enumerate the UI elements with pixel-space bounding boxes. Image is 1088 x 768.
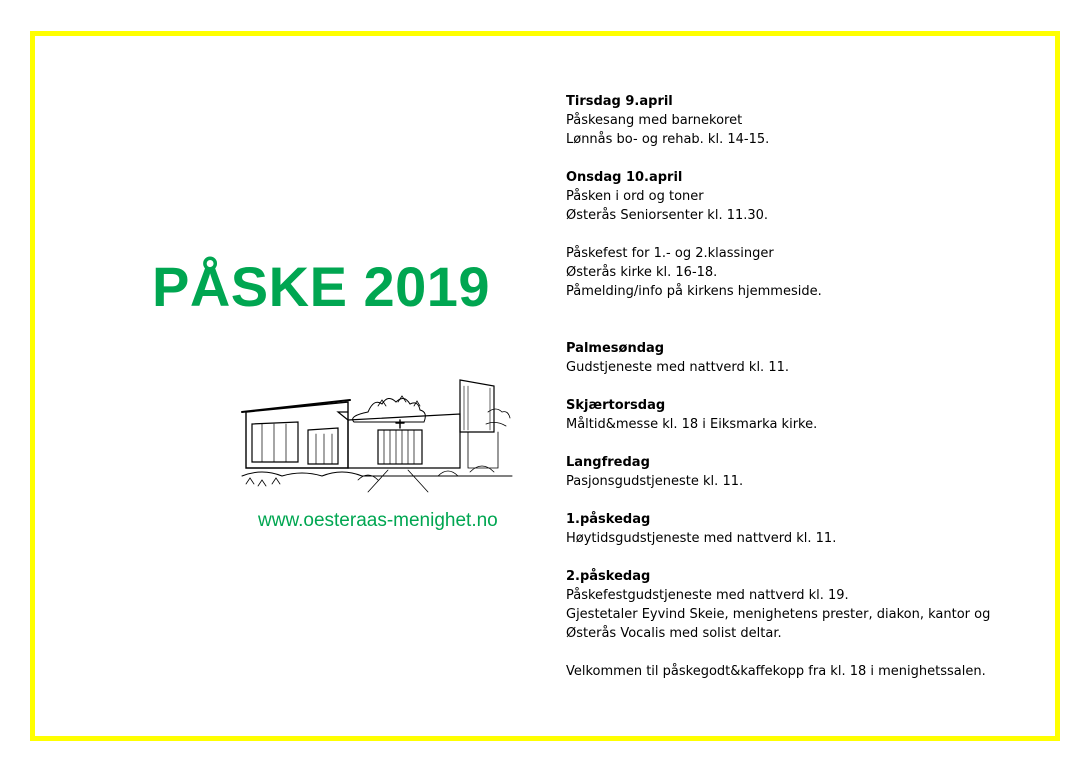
schedule-entry-paskedag2	[566, 567, 1036, 681]
entry-line: Påskefestgudstjeneste med nattverd kl. 19.	[566, 588, 849, 603]
schedule-entry-paskedag1	[566, 510, 1036, 548]
schedule-entry-skjaertorsdag	[566, 396, 1036, 434]
entry-line: Gudstjeneste med nattverd kl. 11.	[566, 360, 789, 375]
entry-heading: 1.påskedag	[566, 512, 651, 527]
schedule-entry-langfredag	[566, 453, 1036, 491]
page-title: PÅSKE 2019	[152, 255, 491, 318]
entry-line: Påskefest for 1.- og 2.klassinger	[566, 246, 774, 261]
website-link[interactable]: www.oesteraas-menighet.no	[258, 510, 498, 531]
entry-line: Påsken i ord og toner	[566, 189, 704, 204]
entry-line: Måltid&messe kl. 18 i Eiksmarka kirke.	[566, 417, 818, 432]
entry-heading: 2.påskedag	[566, 569, 651, 584]
entry-line: Høytidsgudstjeneste med nattverd kl. 11.	[566, 531, 837, 546]
entry-heading: Tirsdag 9.april	[566, 94, 673, 109]
entry-line: Lønnås bo- og rehab. kl. 14-15.	[566, 132, 770, 147]
entry-line: Gjestetaler Eyvind Skeie, menighetens prester, diakon, kantor og	[566, 607, 991, 622]
entry-line: Østerås Vocalis med solist deltar.	[566, 626, 782, 641]
entry-line: Påskesang med barnekoret	[566, 113, 743, 128]
schedule-entry-tirsdag	[566, 92, 1036, 149]
schedule-entry-paskefest	[566, 244, 1036, 301]
entry-line: Velkommen til påskegodt&kaffekopp fra kl. 18 i menighetssalen.	[566, 664, 986, 679]
schedule-entry-palmesondag	[566, 339, 1036, 377]
easter-schedule	[566, 92, 1036, 681]
entry-heading: Skjærtorsdag	[566, 398, 666, 413]
entry-heading: Langfredag	[566, 455, 650, 470]
entry-line: Påmelding/info på kirkens hjemmeside.	[566, 284, 822, 299]
entry-line: Pasjonsgudstjeneste kl. 11.	[566, 474, 744, 489]
church-drawing-icon	[238, 372, 514, 494]
schedule-entry-onsdag	[566, 168, 1036, 225]
entry-line: Østerås Seniorsenter kl. 11.30.	[566, 208, 769, 223]
entry-heading: Palmesøndag	[566, 341, 665, 356]
entry-heading: Onsdag 10.april	[566, 170, 683, 185]
entry-line: Østerås kirke kl. 16-18.	[566, 265, 718, 280]
